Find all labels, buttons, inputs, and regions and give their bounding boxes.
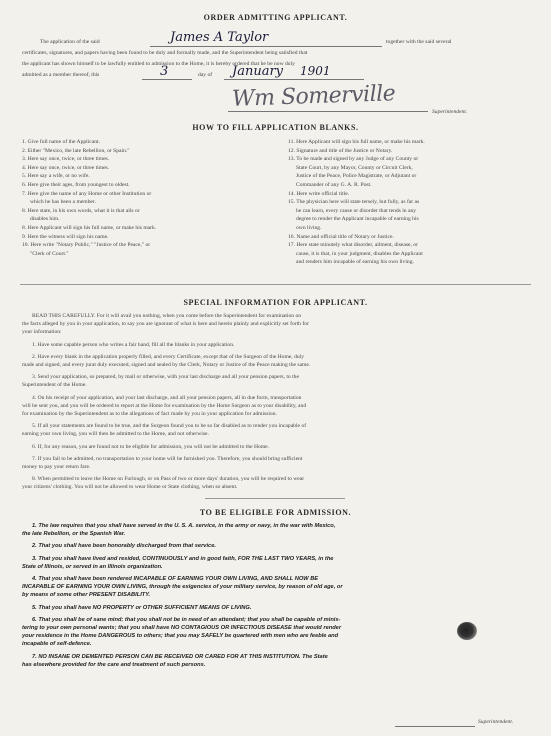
how-to-item: 8. Here Applicant will sign his full name, or make his mark. — [22, 224, 157, 231]
eligible-line: incapable of self-defence. — [22, 641, 92, 648]
how-to-item: and renders him incapable of earning his own living. — [296, 259, 414, 266]
how-to-item: 14. Here write official title. — [288, 190, 350, 197]
how-to-item: 5. Here say a wife, or no wife. — [22, 173, 90, 180]
footer-superintendent: Superintendent. — [478, 719, 514, 725]
how-to-item: 11. Here Applicant will sign his full name, or make his mark. — [288, 139, 425, 145]
order-line3: the applicant has shown himself to be lawfully entitled to admission to the Home, it is hereby ordered that he be now duly — [22, 61, 295, 67]
how-to-item: own living. — [296, 224, 322, 231]
how-to-item: State Court, by any Mayor, County or Circuit Clerk, — [296, 164, 413, 171]
order-line4-mid: day of — [198, 72, 213, 78]
date-field — [224, 79, 364, 80]
special-line: money to pay your return fare. — [22, 464, 91, 471]
eligible-line: 1. The law requires that you shall have served in the U. S. A. service, in the army or navy, in the war with Mexico, — [32, 523, 336, 529]
special-line: your information: — [22, 329, 62, 336]
how-to-item: 12. Signature and title of the Justice or Notary. — [288, 147, 393, 154]
how-to-item: 6. Here give their ages, from youngest to oldest. — [22, 181, 130, 188]
how-to-right-list — [288, 138, 533, 267]
special-line: 4. On his receipt of your application, and your last discharge, and all your pension papers, all in due form, transportation — [32, 394, 302, 401]
how-to-item: 13. To be made and signed by any Judge of any County or — [288, 156, 419, 163]
eligible-line: by means of some other PRESENT DISABILITY. — [22, 592, 151, 599]
special-title: SPECIAL INFORMATION FOR APPLICANT. — [183, 298, 368, 307]
eligible-line: INCAPABLE OF EARNING YOUR OWN LIVING, through the exigencies of your military service, by reason of old age, or — [22, 584, 343, 591]
how-to-left-list — [22, 138, 277, 258]
how-to-item: "Clerk of Court." — [30, 250, 69, 257]
how-to-item: degree to render the Applicant incapable of earning his — [296, 216, 419, 223]
day-field — [142, 79, 192, 80]
order-title: ORDER ADMITTING APPLICANT. — [203, 13, 348, 22]
how-to-item: 3. Here say once, twice, or three times. — [22, 156, 110, 163]
order-line4-pre: admitted as a member thereof, this — [22, 72, 100, 78]
month-value: January — [232, 64, 284, 79]
signature-line — [228, 111, 428, 112]
special-line: READ THIS CAREFULLY. For it will avail you nothing, when you come before the Superintendent for examination on — [32, 313, 302, 319]
special-line: 5. If all your statements are found to be true, and the Surgeon found you to be so far disabled as to render you incapable of — [32, 423, 307, 430]
special-line: 7. If you fail to be admitted, no transportation to your home will be furnished you. Therefore, you should bring sufficient — [32, 455, 303, 462]
special-line: 2. Have every blank in the application properly filled, and every Certificate, except that of the Surgeon of the Home, duly — [32, 353, 305, 360]
divider — [205, 498, 345, 499]
special-line: will be sent you, and you will be ordered to report at the Home for examination by the Home Surgeon as to your disability, and — [22, 402, 307, 409]
how-to-item: 9. Here the witness will sign his name. — [22, 233, 109, 240]
applicant-name-field — [150, 46, 382, 47]
year-value: 1901 — [300, 64, 331, 78]
eligible-line: 3. That you shall have lived and resided, CONTINUOUSLY and in good faith, FOR THE LAST TWO YEARS, in the — [32, 555, 334, 562]
eligible-line: 2. That you shall have been honorably discharged from that service. — [32, 543, 216, 550]
how-to-item: 2. Either "Mexico, the late Rebellion, or Spain." — [22, 147, 130, 154]
how-to-item: cause, it is that, in your judgment, disables the Applicant — [296, 250, 423, 257]
special-line: for examination by the Superintendent as to the allegations of fact made by you in your application for admission. — [22, 411, 277, 418]
how-to-item: 15. The physician here will state tersely, but fully, as far as — [288, 199, 420, 206]
applicant-name: James A Taylor — [170, 30, 269, 45]
eligible-line: has elsewhere provided for the care and treatment of such persons. — [22, 661, 206, 668]
how-to-item: 7. Here give the name of any Home or other Institution or — [22, 190, 152, 197]
special-line: 1. Have some capable person who writes a fair hand, fill all the blanks in your application. — [32, 341, 235, 348]
special-line: the facts alleged by you in your application, to say you are ignorant of what is here and herein plainly and explicitly set forth for — [22, 321, 309, 328]
special-line: your citizens' clothing. You will not be allowed to wear Home or State clothing, when so absent. — [22, 484, 238, 491]
how-to-item: 10. Here write "Notary Public," "Justice of the Peace," or — [22, 242, 151, 249]
eligible-line: your residence in the Home DANGEROUS to others; that you may SAFELY be quartered with men who are feeble and — [22, 633, 339, 640]
how-to-item: 1. Give full name of the Applicant. — [22, 139, 100, 145]
eligible-line: 7. NO INSANE OR DEMENTED PERSON CAN BE RECEIVED OR CARED FOR AT THIS INSTITUTION. The State — [32, 653, 328, 660]
eligible-line: 6. That you shall be of sane mind; that you shall not be in need of an attendant; that you shall be capable of minis- — [32, 616, 341, 623]
how-to-item: he can learn, every cause or disorder that tends in any — [296, 207, 417, 214]
how-to-item: 8. Here state, in his own words, what it is that ails or — [22, 207, 140, 214]
divider — [20, 284, 531, 285]
how-to-item: 16. Name and official title of Notary or Justice. — [288, 233, 394, 240]
superintendent-signature: Wm Somerville — [231, 81, 396, 112]
how-to-item: 17. Here state minutely what disorder, ailment, disease, or — [288, 242, 418, 249]
special-line: 8. When permitted to leave the Home on Furlough, or on Pass of two or more days' duration, you will be required to wear — [32, 476, 305, 483]
how-to-item: which he has been a member. — [30, 199, 96, 206]
order-line1-pre: The application of the said — [40, 39, 100, 45]
special-line: 3. Send your application, so prepared, by mail or otherwise, with your last discharge and all your pension papers, to the — [32, 374, 299, 381]
eligible-line: the late Rebellion, or the Spanish War. — [22, 531, 126, 538]
special-line: Superintendent of the Home. — [22, 382, 87, 389]
how-to-item: 4. Here say once, twice, or three times. — [22, 164, 110, 171]
eligible-body — [22, 522, 534, 669]
how-to-item: disables him. — [30, 216, 60, 223]
day-value: 3 — [160, 64, 169, 79]
order-line1-post: together with the said several — [386, 39, 452, 45]
special-body — [22, 312, 532, 492]
order-line2: certificates, signatures, and papers having been found to be duly and formally made, and the Superintendent being satisfied that — [22, 50, 308, 56]
footer-signature-line — [395, 726, 475, 727]
special-line: earning your own living, you will then be admitted to the Home, and not otherwise. — [22, 431, 209, 438]
signer-title: Superintendent. — [432, 109, 468, 115]
eligible-line: State of Illinois, or served in an Illinois organization. — [22, 563, 163, 570]
eligible-line: 5. That you shall have NO PROPERTY or OTHER SUFFICIENT MEANS OF LIVING. — [32, 604, 252, 611]
how-to-title: HOW TO FILL APPLICATION BLANKS. — [192, 123, 359, 132]
eligible-title: TO BE ELIGIBLE FOR ADMISSION. — [199, 508, 352, 517]
how-to-item: Commander of any G. A. R. Post. — [296, 181, 372, 188]
special-line: 6. If, for any reason, you are found not to be eligible for admission, you will not be admitted to the Home. — [32, 443, 270, 450]
special-line: made and signed, and every jurat duly executed, signed and sealed by the Clerk, Notary or Justice of the Peace making the same. — [22, 362, 311, 369]
how-to-item: Justice of the Peace, Police Magistrate, or Adjutant or — [296, 173, 417, 180]
eligible-line: 4. That you shall have been rendered INCAPABLE OF EARNING YOUR OWN LIVING, AND SHALL NOW BE — [32, 576, 319, 583]
eligible-line: tering to your own personal wants; that you shall have NO CONTAGIOUS OR INFECTIOUS DISEASE that would render — [22, 625, 342, 632]
ink-blot — [457, 622, 477, 640]
